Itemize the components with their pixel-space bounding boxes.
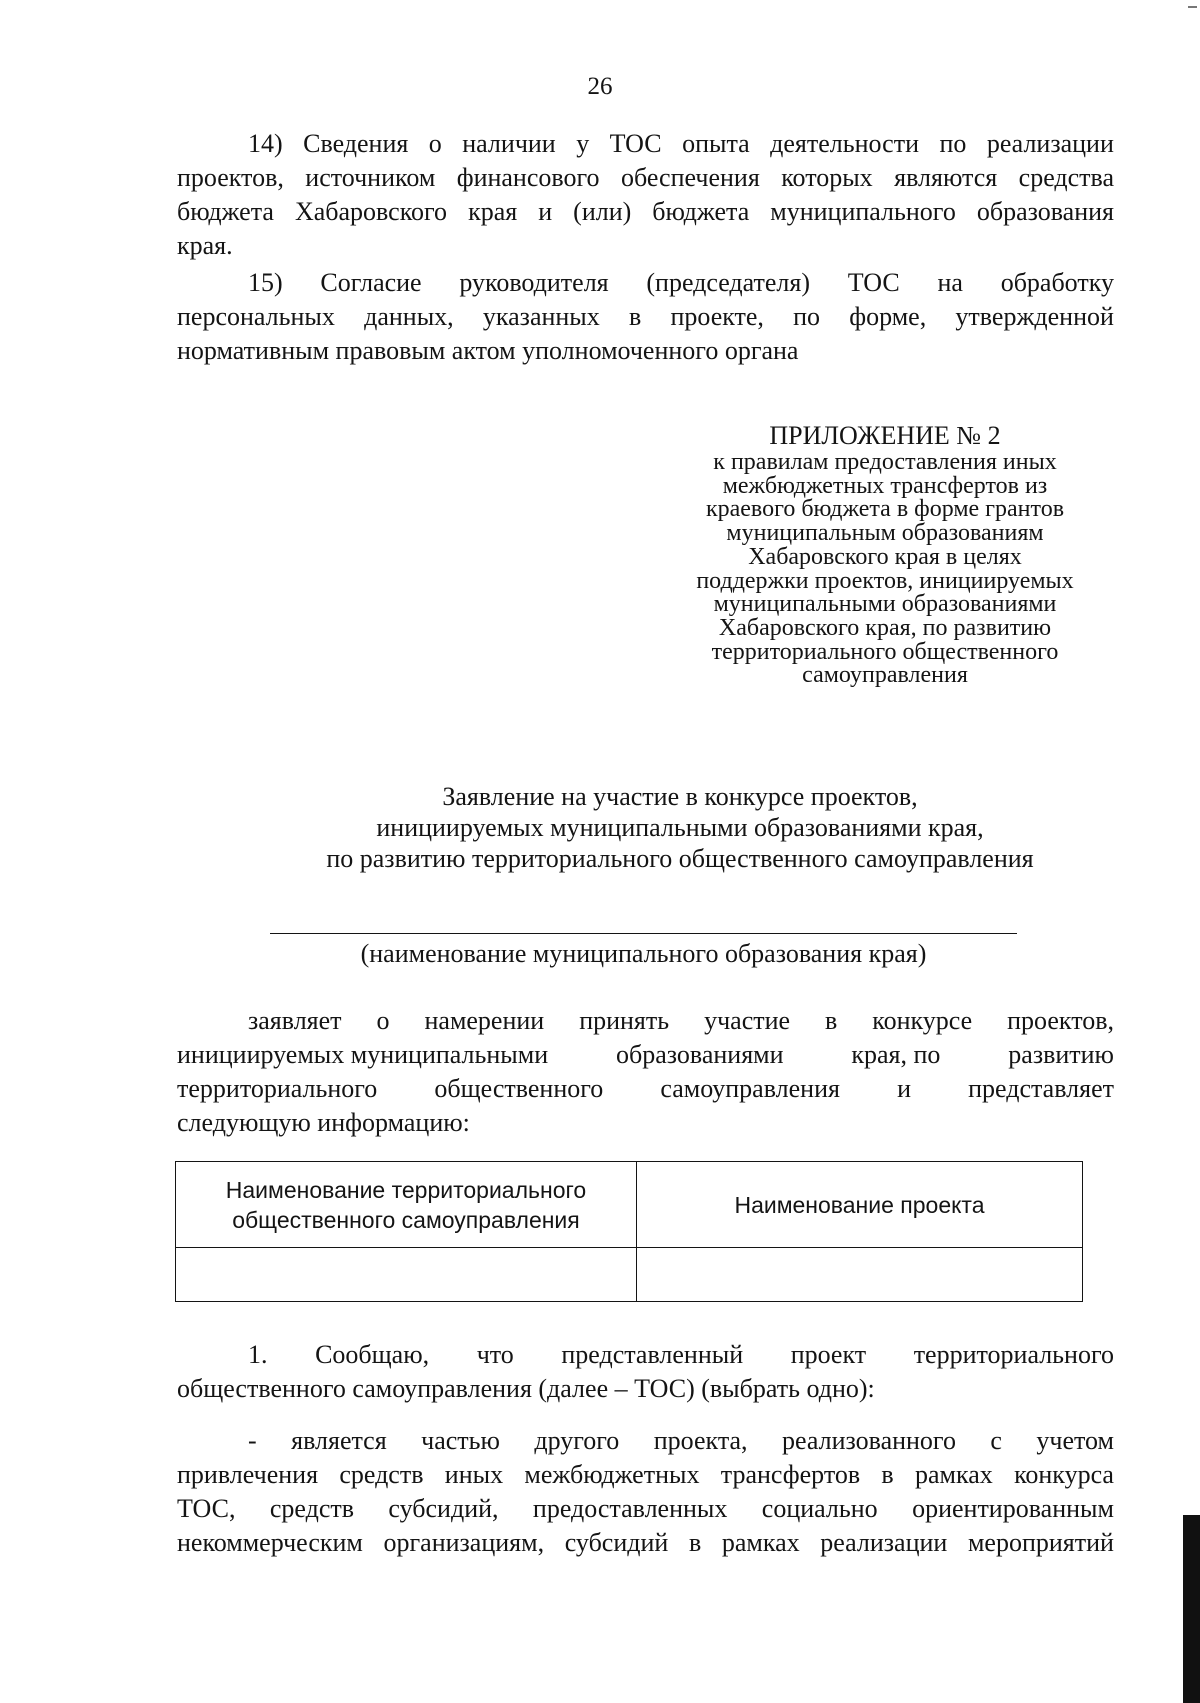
- word: ТОС: [609, 129, 662, 158]
- word: рамках: [721, 1528, 800, 1557]
- word: 15): [248, 268, 283, 297]
- scan-edge-bar: [1183, 1515, 1200, 1703]
- word: на: [937, 268, 963, 297]
- word: субсидий: [564, 1528, 669, 1557]
- word: участие: [704, 1006, 791, 1035]
- statement-title: Заявление на участие в конкурсе проектов, инициируемых муниципальными образованиями края, по развитию территориального общественного самоуправления: [326, 782, 1034, 873]
- table-header-project-name: Наименование проекта: [636, 1162, 1082, 1248]
- word: самоуправления: [660, 1074, 840, 1103]
- option-line-1: [248, 1424, 1114, 1458]
- word: указанных: [482, 302, 600, 331]
- word: обработку: [1000, 268, 1114, 297]
- word: руководителя: [459, 268, 609, 297]
- word: края, по: [851, 1040, 941, 1069]
- word: трансфертов: [720, 1460, 861, 1489]
- word: ориентированным: [912, 1494, 1114, 1523]
- word: проекта,: [653, 1426, 748, 1455]
- word: территориального: [177, 1074, 378, 1103]
- option-line-2: [177, 1458, 1114, 1492]
- word: (или): [573, 197, 632, 226]
- word: реализованного: [782, 1426, 956, 1455]
- declaration-line-4: следующую информацию:: [177, 1108, 470, 1137]
- word: реализации: [820, 1528, 948, 1557]
- word: о: [376, 1006, 390, 1035]
- word: являются: [894, 163, 998, 192]
- word: средств: [339, 1460, 424, 1489]
- word: по: [793, 302, 821, 331]
- word: реализации: [986, 129, 1114, 158]
- word: с: [990, 1426, 1002, 1455]
- word: деятельности: [770, 129, 919, 158]
- option-line-4: [177, 1526, 1114, 1560]
- word: заявляет: [248, 1006, 342, 1035]
- word: конкурсе: [872, 1006, 973, 1035]
- word: наличии: [462, 129, 556, 158]
- item-15-line-2: [177, 300, 1114, 334]
- word: образованиями: [616, 1040, 784, 1069]
- word: 1.: [248, 1340, 268, 1369]
- item-15-line-1: [248, 266, 1114, 300]
- word: намерении: [424, 1006, 545, 1035]
- municipality-name-rule: [270, 933, 1017, 934]
- word: представляет: [968, 1074, 1114, 1103]
- item-14-line-1: [248, 127, 1114, 161]
- word: рамках: [915, 1460, 993, 1489]
- word: является: [291, 1426, 387, 1455]
- word: и: [897, 1074, 911, 1103]
- word: по: [939, 129, 967, 158]
- word: муниципального: [770, 197, 956, 226]
- word: проектов,: [1007, 1006, 1114, 1035]
- word: Хабаровского: [294, 197, 448, 226]
- table-cell-project-name: [636, 1248, 1082, 1302]
- word: что: [476, 1340, 514, 1369]
- word: конкурса: [1014, 1460, 1114, 1489]
- item-1-line-2: общественного самоуправления (далее – ТОС) (выбрать одно):: [177, 1374, 875, 1403]
- word: в: [628, 302, 642, 331]
- item-15-line-3: нормативным правовым актом уполномоченного органа: [177, 336, 799, 365]
- word: края: [468, 197, 518, 226]
- word: средств: [269, 1494, 355, 1523]
- word: образования: [976, 197, 1114, 226]
- word: бюджета: [177, 197, 274, 226]
- word: организациям,: [383, 1528, 545, 1557]
- word: персональных: [177, 302, 335, 331]
- item-14-line-4: края.: [177, 231, 233, 260]
- declaration-line-3: [177, 1072, 1114, 1106]
- declaration-line-1: [248, 1004, 1114, 1038]
- word: 14): [248, 129, 283, 158]
- word: форме,: [849, 302, 927, 331]
- word: общественного: [434, 1074, 604, 1103]
- word: утвержденной: [955, 302, 1114, 331]
- municipality-name-caption: (наименование муниципального образования края): [360, 939, 927, 968]
- word: субсидий,: [388, 1494, 499, 1523]
- word: предоставленных: [532, 1494, 728, 1523]
- word: о: [428, 129, 442, 158]
- word: ТОС,: [177, 1494, 236, 1523]
- word: представленный: [561, 1340, 744, 1369]
- item-14-line-2: [177, 161, 1114, 195]
- word: мероприятий: [967, 1528, 1114, 1557]
- word: которых: [781, 163, 873, 192]
- word: Согласие: [320, 268, 422, 297]
- word: другого: [534, 1426, 620, 1455]
- word: обеспечения: [620, 163, 760, 192]
- item-1-line-1: [248, 1338, 1114, 1372]
- appendix-title: ПРИЛОЖЕНИЕ № 2: [769, 421, 1001, 450]
- word: Сведения: [303, 129, 409, 158]
- word: в: [825, 1006, 838, 1035]
- word: в: [688, 1528, 702, 1557]
- info-table: [175, 1161, 1083, 1302]
- word: иных: [444, 1460, 504, 1489]
- word: финансового: [456, 163, 600, 192]
- word: учетом: [1036, 1426, 1114, 1455]
- word: источником: [305, 163, 436, 192]
- table-cell-tos-name: [176, 1248, 637, 1302]
- word: опыта: [682, 129, 750, 158]
- scan-edge-mark: [1188, 6, 1197, 8]
- word: данных,: [364, 302, 454, 331]
- word: привлечения: [177, 1460, 319, 1489]
- word: -: [248, 1426, 257, 1455]
- word: и: [538, 197, 553, 226]
- word: развитию: [1008, 1040, 1114, 1069]
- word: частью: [421, 1426, 500, 1455]
- table-row: [176, 1248, 1083, 1302]
- word: принять: [579, 1006, 670, 1035]
- word: в: [881, 1460, 894, 1489]
- word: территориального: [913, 1340, 1114, 1369]
- word: ТОС: [847, 268, 900, 297]
- word: (председателя): [646, 268, 811, 297]
- word: бюджета: [652, 197, 750, 226]
- item-14-line-3: [177, 195, 1114, 229]
- word: некоммерческим: [177, 1528, 363, 1557]
- declaration-line-2: [177, 1038, 1114, 1072]
- word: проект: [790, 1340, 867, 1369]
- word: инициируемых муниципальными: [177, 1040, 549, 1069]
- word: Сообщаю,: [315, 1340, 430, 1369]
- word: социально: [761, 1494, 878, 1523]
- word: проектов,: [177, 163, 284, 192]
- appendix-description: к правилам предоставления иных межбюджетных трансфертов из краевого бюджета в форме грантов муниципальным образованиям Хабаровского края в целях поддержки проектов, инициируемых муниципальными образованиями Хабаровского края, по развитию территориального общественного самоуправления: [696, 449, 1074, 689]
- table-header-tos-name: Наименование территориального общественного самоуправления: [176, 1162, 637, 1248]
- option-line-3: [177, 1492, 1114, 1526]
- word: проекте,: [670, 302, 764, 331]
- word: у: [576, 129, 590, 158]
- word: средства: [1018, 163, 1114, 192]
- page-number: 26: [587, 73, 613, 100]
- word: межбюджетных: [524, 1460, 700, 1489]
- table-header-row: [176, 1162, 1083, 1248]
